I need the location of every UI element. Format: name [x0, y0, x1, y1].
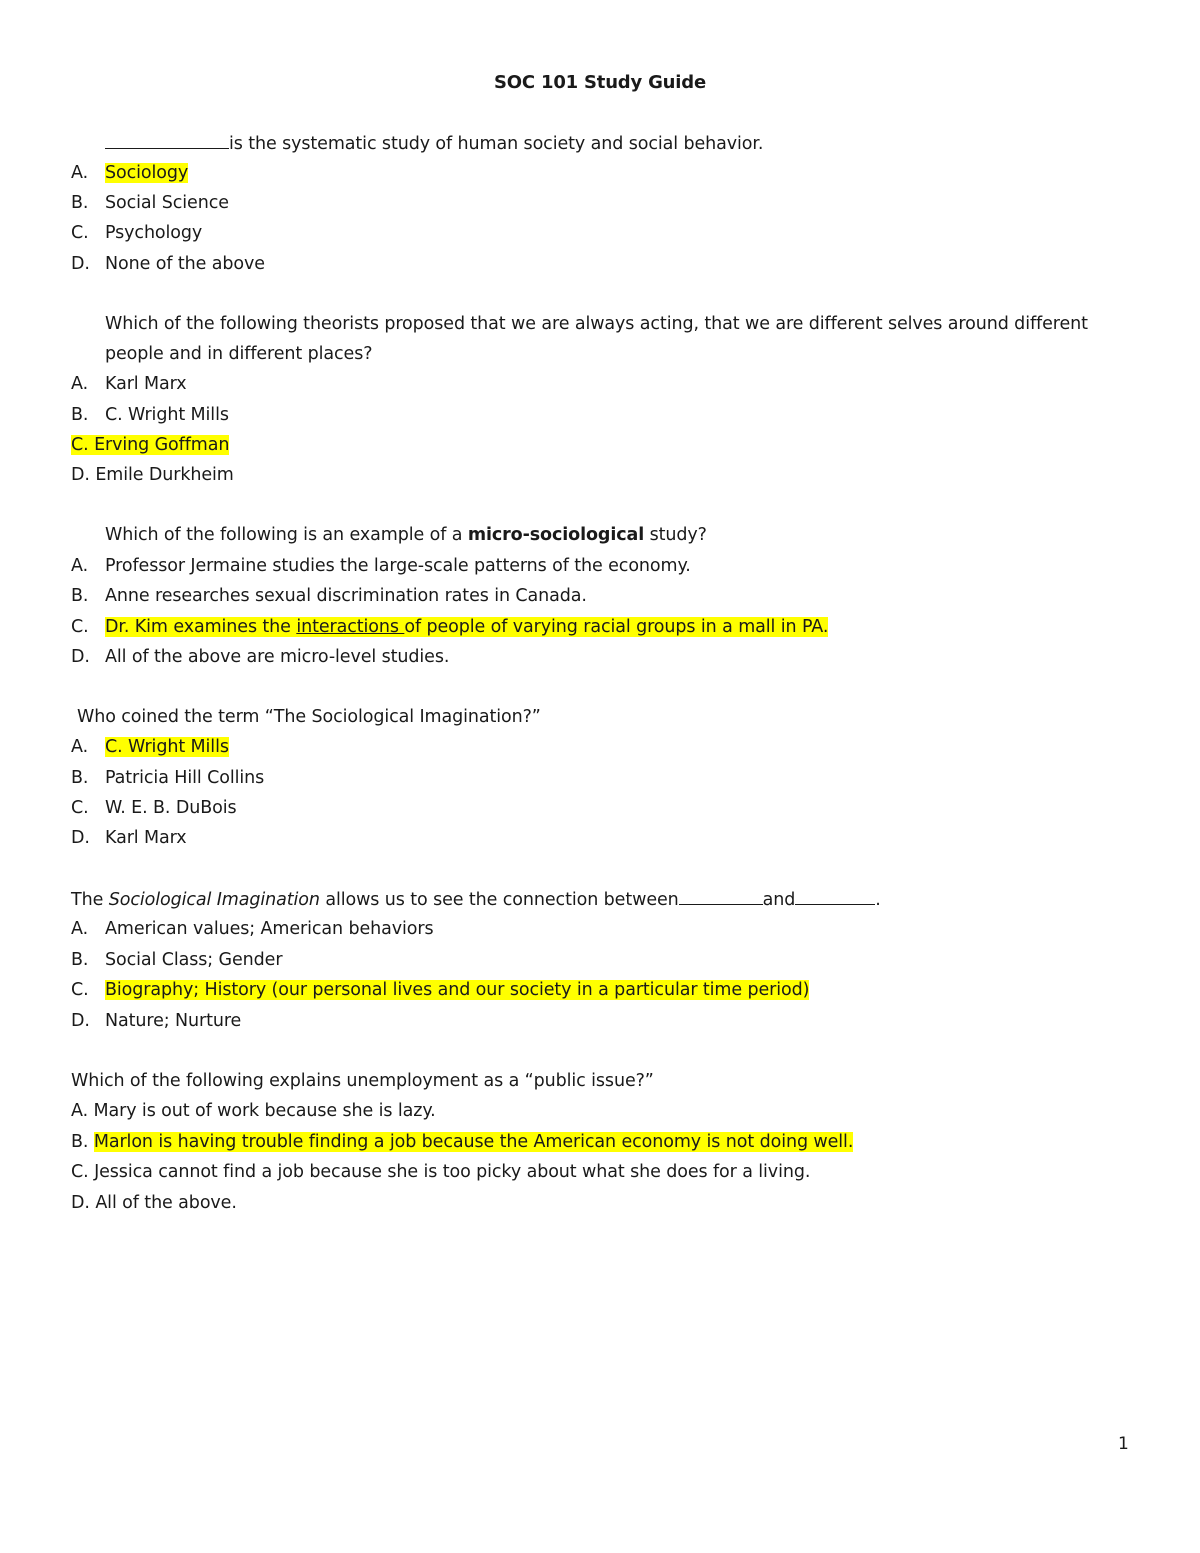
- q1-option-b-letter: B.: [71, 193, 89, 213]
- q2-option-a-letter: A.: [71, 374, 89, 394]
- question-2-stem-line-1: Which of the following theorists proposed that we are always acting, that we are different selves around different: [105, 314, 1088, 334]
- q6-option-a-letter: A.: [71, 1101, 89, 1121]
- q2-option-c: [71, 433, 229, 457]
- q2-option-c-letter: C.: [71, 435, 89, 455]
- q1-option-a: [105, 161, 188, 185]
- q4-option-b-letter: B.: [71, 768, 89, 788]
- italic-term: Sociological Imagination: [108, 890, 320, 910]
- underlined-term: interactions: [296, 617, 405, 637]
- q6-option-d-letter: D.: [71, 1193, 90, 1213]
- q5-option-d: Nature; Nurture: [105, 1011, 242, 1031]
- q6-option-a-text: Mary is out of work because she is lazy.: [93, 1101, 436, 1121]
- q6-option-b: [71, 1130, 853, 1154]
- question-5-text: The: [71, 890, 109, 910]
- highlighted-answer: [105, 617, 828, 637]
- q4-option-c-letter: C.: [71, 798, 89, 818]
- answer-blank: [105, 131, 229, 149]
- q5-option-b: Social Class; Gender: [105, 950, 283, 970]
- q2-option-a: Karl Marx: [105, 374, 187, 394]
- q3-option-c-text-end: of people of varying racial groups in a mall in PA.: [404, 617, 829, 637]
- q3-option-d-letter: D.: [71, 647, 90, 667]
- question-5-and: and: [762, 890, 796, 910]
- q5-option-b-letter: B.: [71, 950, 89, 970]
- q3-option-c-text: Dr. Kim examines the: [105, 617, 297, 637]
- q2-option-b: C. Wright Mills: [105, 405, 229, 425]
- highlighted-answer: C. Wright Mills: [105, 737, 229, 757]
- q3-option-b-letter: B.: [71, 586, 89, 606]
- q3-option-b: Anne researches sexual discrimination rates in Canada.: [105, 586, 587, 606]
- question-3-text-end: study?: [644, 525, 707, 545]
- question-3-bold-term: micro-sociological: [467, 525, 645, 545]
- q1-option-a-letter: A.: [71, 163, 89, 183]
- q3-option-c: [105, 615, 828, 639]
- question-5-stem: [71, 887, 881, 912]
- highlighted-answer: Marlon is having trouble finding a job because the American economy is not doing well.: [93, 1132, 854, 1152]
- q4-option-a: [105, 735, 229, 759]
- highlighted-answer: [71, 435, 229, 455]
- q3-option-a: Professor Jermaine studies the large-scale patterns of the economy.: [105, 556, 691, 576]
- q6-option-d: [71, 1191, 237, 1215]
- answer-blank: [795, 887, 875, 905]
- question-1-text: is the systematic study of human society and social behavior.: [229, 134, 764, 154]
- answer-blank: [679, 887, 763, 905]
- q5-option-a: American values; American behaviors: [105, 919, 434, 939]
- q5-option-a-letter: A.: [71, 919, 89, 939]
- highlighted-answer: Biography; History (our personal lives and our society in a particular time period): [105, 980, 810, 1000]
- q5-option-c-letter: C.: [71, 980, 89, 1000]
- question-3-stem: [105, 523, 707, 547]
- q1-option-d: None of the above: [105, 254, 265, 274]
- q1-option-b: Social Science: [105, 193, 229, 213]
- q2-option-d-text: Emile Durkheim: [95, 465, 234, 485]
- q4-option-d-letter: D.: [71, 828, 90, 848]
- q1-option-c-letter: C.: [71, 223, 89, 243]
- q1-option-c: Psychology: [105, 223, 203, 243]
- q4-option-c: W. E. B. DuBois: [105, 798, 237, 818]
- question-6-stem: Which of the following explains unemployment as a “public issue?”: [71, 1071, 654, 1091]
- q2-option-c-text: Erving Goffman: [94, 435, 230, 455]
- q2-option-d: [71, 463, 234, 487]
- document-title: SOC 101 Study Guide: [494, 72, 706, 93]
- page-number: 1: [1118, 1434, 1129, 1454]
- q4-option-b: Patricia Hill Collins: [105, 768, 265, 788]
- q6-option-d-text: All of the above.: [95, 1193, 237, 1213]
- question-4-stem: Who coined the term “The Sociological Imagination?”: [77, 707, 541, 727]
- q6-option-c-letter: C.: [71, 1162, 89, 1182]
- q4-option-d: Karl Marx: [105, 828, 187, 848]
- q2-option-d-letter: D.: [71, 465, 90, 485]
- question-1-stem: [105, 131, 763, 156]
- question-2-stem-line-2: people and in different places?: [105, 344, 373, 364]
- question-5-text-middle: allows us to see the connection between: [319, 890, 679, 910]
- highlighted-answer: Sociology: [105, 163, 189, 183]
- q6-option-b-letter: B.: [71, 1132, 89, 1152]
- q5-option-c: [105, 978, 809, 1002]
- q1-option-d-letter: D.: [71, 254, 90, 274]
- q6-option-a: [71, 1099, 436, 1123]
- q3-option-c-letter: C.: [71, 617, 89, 637]
- question-3-text: Which of the following is an example of a: [105, 525, 468, 545]
- q5-option-d-letter: D.: [71, 1011, 90, 1031]
- q6-option-c-text: Jessica cannot find a job because she is too picky about what she does for a living.: [94, 1162, 811, 1182]
- question-5-period: .: [875, 890, 881, 910]
- q4-option-a-letter: A.: [71, 737, 89, 757]
- q3-option-d: All of the above are micro-level studies.: [105, 647, 450, 667]
- q6-option-c: [71, 1160, 810, 1184]
- q3-option-a-letter: A.: [71, 556, 89, 576]
- q2-option-b-letter: B.: [71, 405, 89, 425]
